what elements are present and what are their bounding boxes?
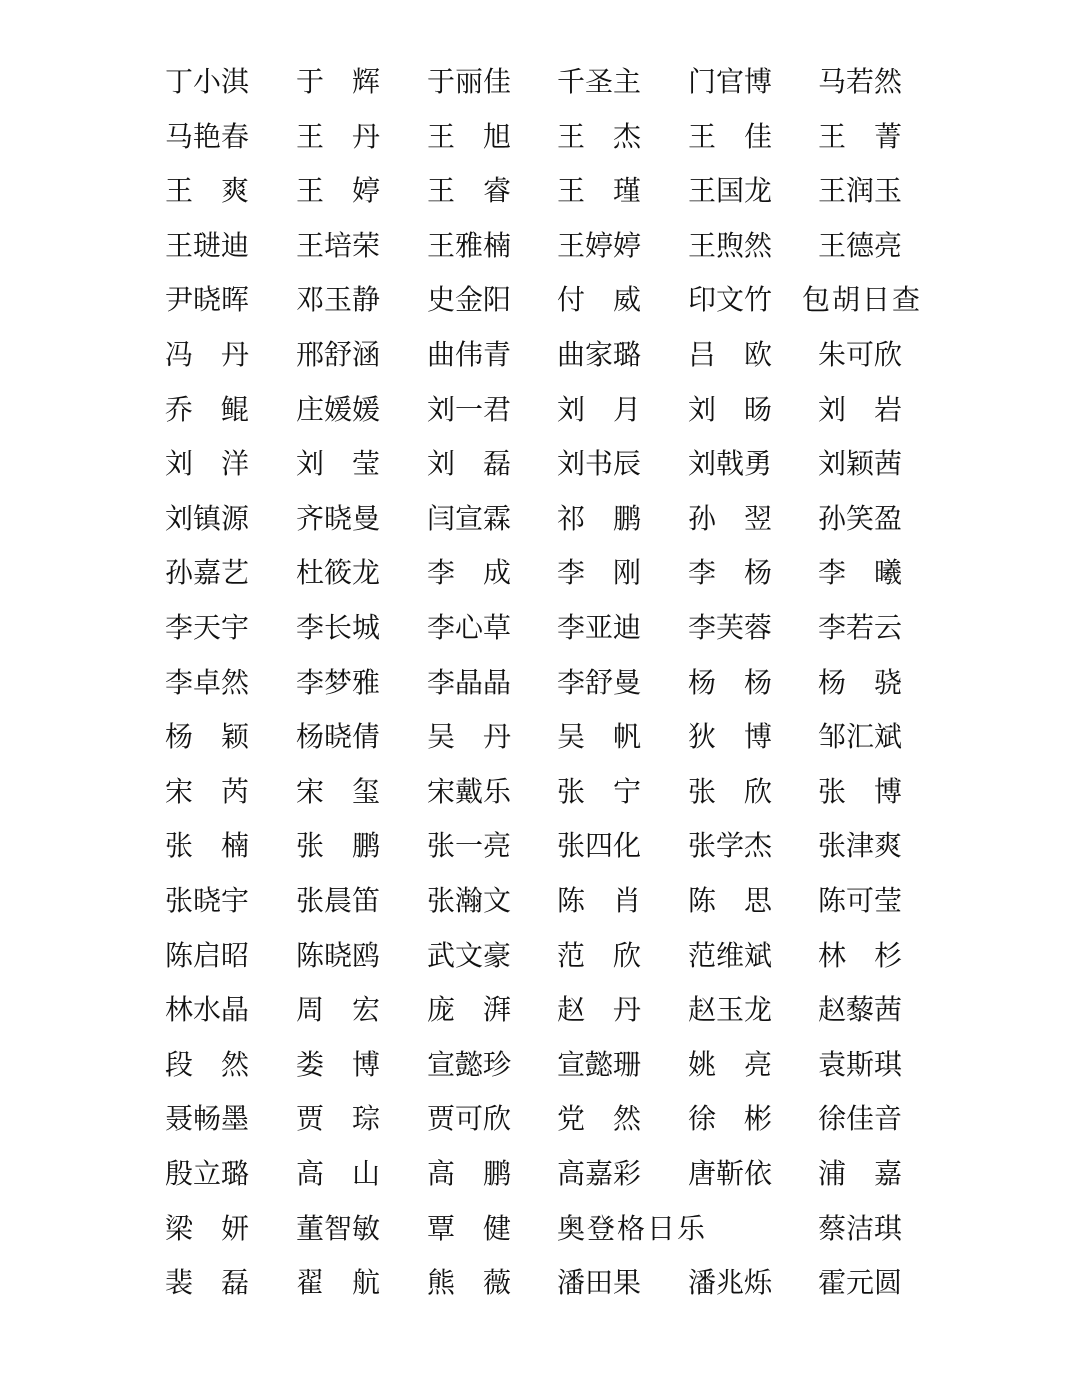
name-row [0, 164, 1080, 218]
name-entry: 张 学 杰 [688, 829, 773, 863]
name-entry: 王 国 龙 [688, 174, 773, 208]
name-entry: 贾 琮 [296, 1102, 380, 1136]
name-entry: 宋 芮 [165, 774, 249, 808]
name-entry: 孙 翌 [688, 501, 772, 535]
name-entry: 王 瑾 [557, 174, 641, 208]
name-entry: 熊 薇 [427, 1266, 511, 1300]
name-entry: 朱 可 欣 [818, 338, 903, 371]
name-entry: 王 佳 [688, 119, 772, 153]
name-entry: 王 琎 迪 [165, 228, 250, 262]
name-entry: 齐 晓 曼 [296, 501, 381, 535]
name-entry: 王 雅 楠 [427, 228, 512, 262]
name-row [0, 929, 1080, 983]
name-entry: 刘 镇 源 [165, 501, 250, 535]
name-entry: 王 杰 [557, 119, 641, 153]
name-entry: 邹 汇 斌 [818, 720, 903, 754]
name-entry: 陈 肖 [557, 884, 641, 917]
name-entry: 潘 田 果 [557, 1266, 642, 1300]
name-entry: 张 晓 宇 [165, 884, 250, 917]
name-entry: 张 楠 [165, 829, 249, 863]
name-row [0, 710, 1080, 764]
name-entry: 周 宏 [296, 993, 380, 1027]
name-entry: 殷 立 璐 [165, 1157, 250, 1190]
name-entry: 张 瀚 文 [427, 884, 512, 917]
name-entry: 陈 启 昭 [165, 938, 250, 972]
name-entry: 杨 晓 倩 [296, 720, 381, 754]
name-row [0, 110, 1080, 164]
name-entry: 李 成 [427, 556, 511, 590]
name-entry: 张 欣 [688, 774, 772, 808]
name-entry: 李 晶 晶 [427, 665, 512, 699]
name-entry: 李 刚 [557, 556, 641, 590]
name-entry: 杨 杨 [688, 665, 772, 699]
name-entry: 李 舒 曼 [557, 665, 642, 699]
name-row [0, 1256, 1080, 1310]
name-entry: 奥登格日乐 [557, 1211, 708, 1245]
name-entry: 王 菁 [818, 119, 902, 153]
name-entry: 吴 丹 [427, 720, 511, 754]
name-entry: 陈 可 莹 [818, 884, 903, 917]
name-entry: 张 宁 [557, 774, 641, 808]
name-entry: 李 曦 [818, 556, 902, 590]
name-entry: 林 水 晶 [165, 993, 250, 1027]
name-row [0, 1038, 1080, 1092]
name-row [0, 546, 1080, 600]
name-row [0, 273, 1080, 327]
name-row [0, 492, 1080, 546]
name-entry: 狄 博 [688, 720, 772, 754]
name-entry: 李 长 城 [296, 611, 381, 644]
name-entry: 宣 懿 珊 [557, 1047, 642, 1081]
name-entry: 林 杉 [818, 938, 902, 972]
name-entry: 聂 畅 墨 [165, 1102, 250, 1136]
name-row [0, 328, 1080, 382]
name-entry: 李 卓 然 [165, 665, 250, 699]
name-entry: 杨 颖 [165, 720, 249, 754]
name-row [0, 1147, 1080, 1201]
name-entry: 王 旭 [427, 119, 511, 153]
name-entry: 陈 晓 鸥 [296, 938, 381, 972]
name-entry: 曲 家 璐 [557, 338, 642, 371]
name-entry: 庄 媛 媛 [296, 392, 381, 426]
name-entry: 高 嘉 彩 [557, 1157, 642, 1190]
name-entry: 刘 月 [557, 392, 641, 426]
name-entry: 浦 嘉 [818, 1157, 902, 1190]
name-entry: 门 官 博 [688, 65, 773, 98]
name-entry: 范 维 斌 [688, 938, 773, 972]
name-entry: 千 圣 主 [557, 65, 642, 98]
name-entry: 霍 元 圆 [818, 1266, 903, 1300]
name-entry: 张 鹏 [296, 829, 380, 863]
name-row [0, 819, 1080, 873]
name-entry: 李 亚 迪 [557, 611, 642, 644]
name-row [0, 601, 1080, 655]
name-entry: 王 婷 婷 [557, 228, 642, 262]
name-entry: 王 婷 [296, 174, 380, 208]
name-entry: 宋 玺 [296, 774, 380, 808]
name-entry: 蔡 洁 琪 [818, 1211, 903, 1245]
name-entry: 高 鹏 [427, 1157, 511, 1190]
name-entry: 武 文 豪 [427, 938, 512, 972]
name-entry: 刘 一 君 [427, 392, 512, 426]
name-entry: 刘 旸 [688, 392, 772, 426]
name-entry: 宋 戴 乐 [427, 774, 512, 808]
name-entry: 孙 嘉 艺 [165, 556, 250, 590]
name-row [0, 656, 1080, 710]
name-entry: 李 若 云 [818, 611, 903, 644]
name-entry: 尹 晓 晖 [165, 283, 250, 317]
name-entry: 王 爽 [165, 174, 249, 208]
name-entry: 祁 鹏 [557, 501, 641, 535]
name-entry: 吴 帆 [557, 720, 641, 754]
name-entry: 刘 洋 [165, 447, 249, 481]
name-entry: 庞 湃 [427, 993, 511, 1027]
name-entry: 印 文 竹 [688, 283, 773, 317]
name-entry: 马 艳 春 [165, 119, 250, 153]
name-entry: 徐 佳 音 [818, 1102, 903, 1136]
name-entry: 杜 筱 龙 [296, 556, 381, 590]
name-entry: 董 智 敏 [296, 1211, 381, 1245]
name-entry: 高 山 [296, 1157, 380, 1190]
name-entry: 刘 莹 [296, 447, 380, 481]
name-entry: 杨 骁 [818, 665, 902, 699]
name-row [0, 55, 1080, 109]
name-entry: 翟 航 [296, 1266, 380, 1300]
name-entry: 张 博 [818, 774, 902, 808]
name-entry: 段 然 [165, 1047, 249, 1081]
name-entry: 唐 靳 依 [688, 1157, 773, 1190]
name-entry: 张 津 爽 [818, 829, 903, 863]
name-row [0, 437, 1080, 491]
name-entry: 袁 斯 琪 [818, 1047, 903, 1081]
name-entry: 于 丽 佳 [427, 65, 512, 98]
name-entry: 孙 笑 盈 [818, 501, 903, 535]
name-entry: 张 一 亮 [427, 829, 512, 863]
name-entry: 吕 欧 [688, 338, 772, 371]
name-entry: 宣 懿 珍 [427, 1047, 512, 1081]
name-entry: 刘 书 辰 [557, 447, 642, 481]
name-entry: 冯 丹 [165, 338, 249, 371]
name-entry: 王 培 荣 [296, 228, 381, 262]
name-row [0, 983, 1080, 1037]
name-entry: 包胡日查 [802, 283, 923, 317]
name-row [0, 1092, 1080, 1146]
name-entry: 范 欣 [557, 938, 641, 972]
name-entry: 付 威 [557, 283, 641, 317]
name-entry: 陈 思 [688, 884, 772, 917]
name-row [0, 1202, 1080, 1256]
name-entry: 曲 伟 青 [427, 338, 512, 371]
name-entry: 覃 健 [427, 1211, 511, 1245]
name-entry: 王 德 亮 [818, 228, 903, 262]
name-entry: 王 煦 然 [688, 228, 773, 262]
name-row [0, 874, 1080, 928]
name-entry: 马 若 然 [818, 65, 903, 98]
name-entry: 梁 妍 [165, 1211, 249, 1245]
name-entry: 徐 彬 [688, 1102, 772, 1136]
name-entry: 闫 宣 霖 [427, 501, 512, 535]
name-entry: 李 天 宇 [165, 611, 250, 644]
name-entry: 姚 亮 [688, 1047, 772, 1081]
name-entry: 王 丹 [296, 119, 380, 153]
name-entry: 赵 藜 茜 [818, 993, 903, 1027]
name-entry: 李 梦 雅 [296, 665, 381, 699]
name-entry: 乔 鲲 [165, 392, 249, 426]
name-entry: 赵 玉 龙 [688, 993, 773, 1027]
name-entry: 裴 磊 [165, 1266, 249, 1300]
name-row [0, 383, 1080, 437]
name-entry: 史 金 阳 [427, 283, 512, 317]
name-entry: 邓 玉 静 [296, 283, 381, 317]
name-entry: 刘 岩 [818, 392, 902, 426]
name-entry: 王 睿 [427, 174, 511, 208]
name-entry: 邢 舒 涵 [296, 338, 381, 371]
name-entry: 党 然 [557, 1102, 641, 1136]
name-entry: 张 晨 笛 [296, 884, 381, 917]
name-entry: 丁 小 淇 [165, 65, 250, 98]
name-entry: 潘 兆 烁 [688, 1266, 773, 1300]
name-entry: 刘 戟 勇 [688, 447, 773, 481]
name-entry: 于 辉 [296, 65, 380, 98]
name-entry: 张 四 化 [557, 829, 642, 863]
name-row [0, 219, 1080, 273]
name-entry: 刘 磊 [427, 447, 511, 481]
name-entry: 李 杨 [688, 556, 772, 590]
name-entry: 王 润 玉 [818, 174, 903, 208]
name-entry: 贾 可 欣 [427, 1102, 512, 1136]
name-entry: 李 芙 蓉 [688, 611, 773, 644]
name-entry: 娄 博 [296, 1047, 380, 1081]
name-entry: 赵 丹 [557, 993, 641, 1027]
name-row [0, 765, 1080, 819]
name-entry: 李 心 草 [427, 611, 512, 644]
name-entry: 刘 颖 茜 [818, 447, 903, 481]
